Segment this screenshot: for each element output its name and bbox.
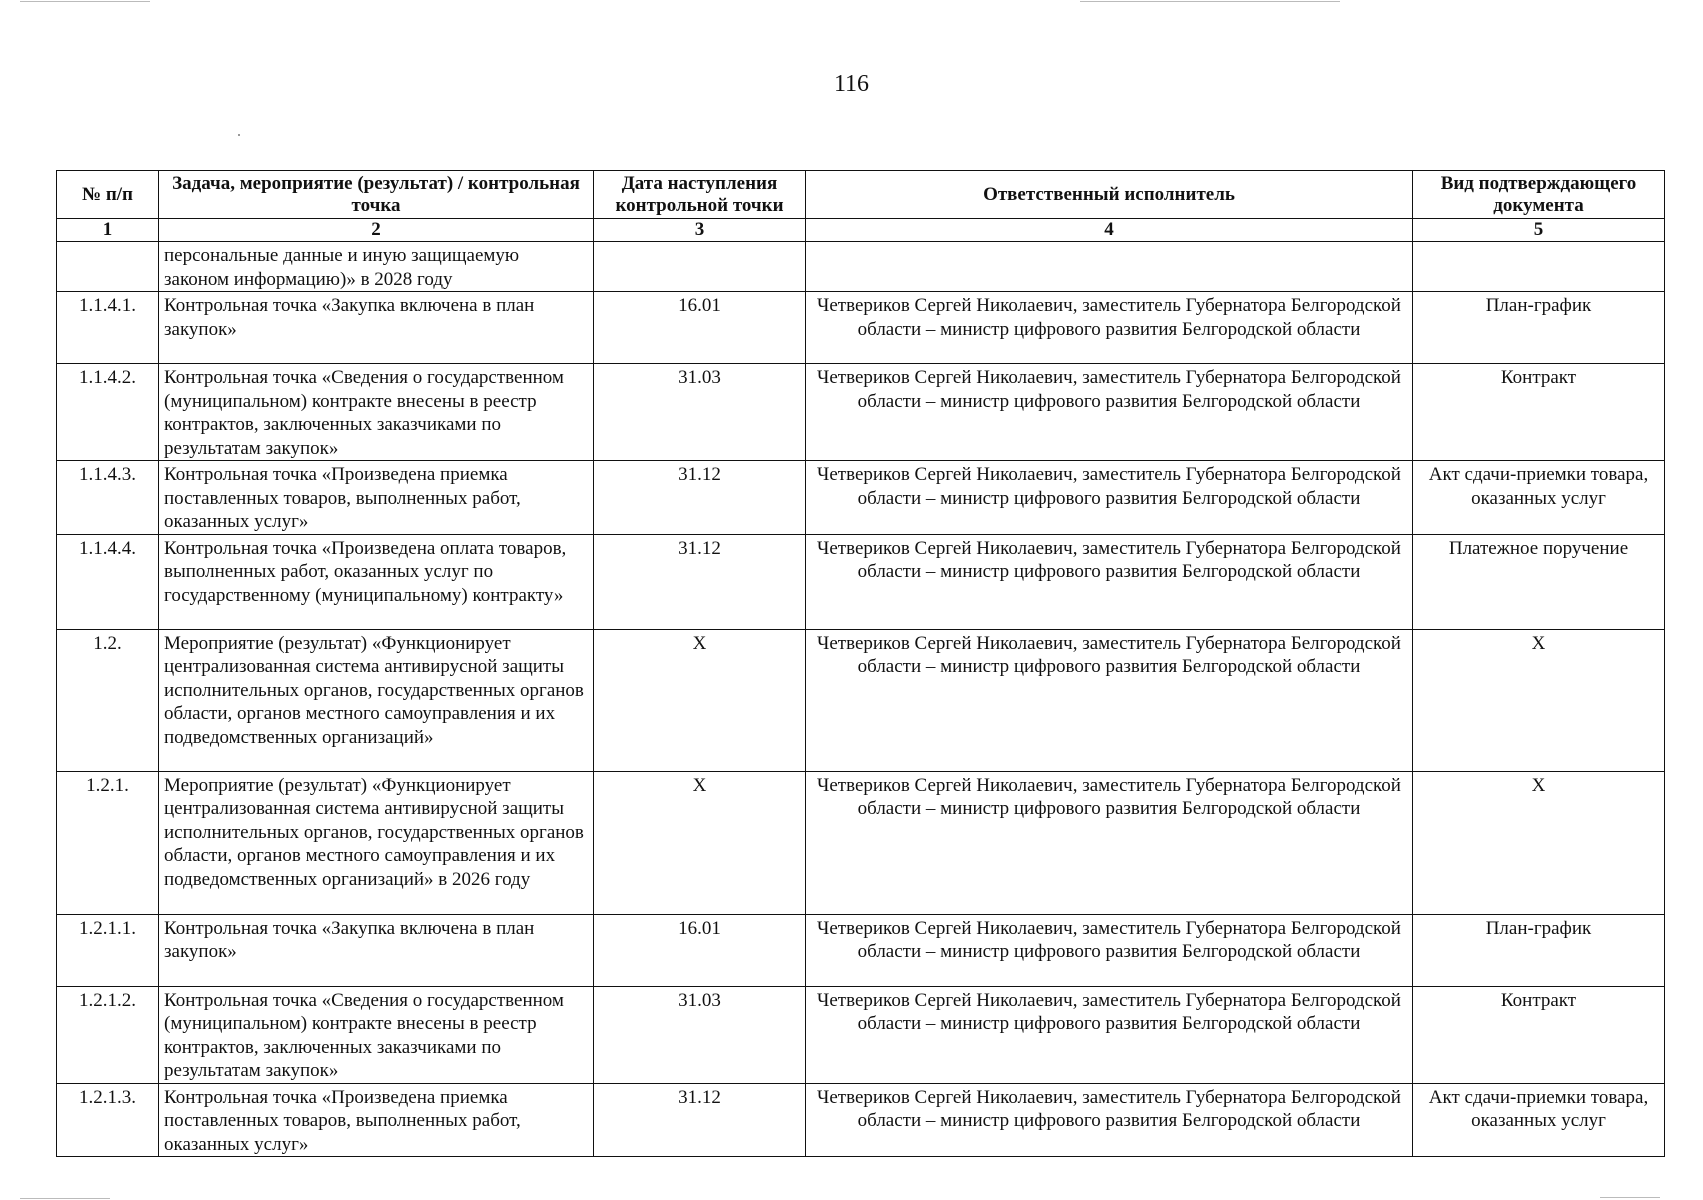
row-task: Контрольная точка «Закупка включена в план закупок»: [159, 292, 594, 364]
table-row: [57, 986, 1665, 1083]
row-number: 1.2.1.1.: [57, 914, 159, 986]
table-row: [57, 292, 1665, 364]
row-number: 1.1.4.1.: [57, 292, 159, 364]
row-date: 31.12: [594, 1083, 806, 1157]
scan-edge-bottom-left: [20, 1198, 110, 1199]
table-header-row: [57, 171, 1665, 219]
column-number-row: [57, 219, 1665, 242]
scan-edge-top-right: [1080, 1, 1340, 2]
document-table: [56, 170, 1665, 1157]
row-date: 31.12: [594, 534, 806, 629]
row-date: 16.01: [594, 914, 806, 986]
row-document: План-график: [1413, 292, 1665, 364]
row-executor: Четвериков Сергей Николаевич, заместитель Губернатора Белгородской области – министр цифрового развития Белгородской области: [806, 629, 1413, 771]
row-number: 1.2.1.: [57, 771, 159, 914]
table-row: [57, 771, 1665, 914]
row-task: Контрольная точка «Произведена оплата товаров, выполненных работ, оказанных услуг по государственному (муниципальному) контракту»: [159, 534, 594, 629]
table-row: [57, 534, 1665, 629]
row-document: Контракт: [1413, 364, 1665, 461]
table-row: [57, 364, 1665, 461]
row-task: Мероприятие (результат) «Функционирует централизованная система антивирусной защиты исполнительных органов, государственных органов области, органов местного самоуправления и их подведомственных организаций» в 2026 году: [159, 771, 594, 914]
column-number: 3: [594, 219, 806, 242]
column-number: 1: [57, 219, 159, 242]
header-task: Задача, мероприятие (результат) / контрольная точка: [159, 171, 594, 219]
row-date: 31.03: [594, 364, 806, 461]
column-number: 4: [806, 219, 1413, 242]
row-document: План-график: [1413, 914, 1665, 986]
row-number: [57, 242, 159, 292]
row-task: Контрольная точка «Сведения о государственном (муниципальном) контракте внесены в реестр контрактов, заключенных заказчиками по результатам закупок»: [159, 364, 594, 461]
row-date: Х: [594, 771, 806, 914]
table-row: [57, 242, 1665, 292]
row-document: Акт сдачи-приемки товара, оказанных услуг: [1413, 1083, 1665, 1157]
header-executor: Ответственный исполнитель: [806, 171, 1413, 219]
row-executor: [806, 242, 1413, 292]
table-row: [57, 629, 1665, 771]
header-document: Вид подтверждающего документа: [1413, 171, 1665, 219]
row-document: Х: [1413, 629, 1665, 771]
row-number: 1.1.4.3.: [57, 461, 159, 535]
row-number: 1.2.1.3.: [57, 1083, 159, 1157]
column-number: 2: [159, 219, 594, 242]
row-executor: Четвериков Сергей Николаевич, заместитель Губернатора Белгородской области – министр цифрового развития Белгородской области: [806, 534, 1413, 629]
row-executor: Четвериков Сергей Николаевич, заместитель Губернатора Белгородской области – министр цифрового развития Белгородской области: [806, 986, 1413, 1083]
row-number: 1.2.: [57, 629, 159, 771]
row-document: Акт сдачи-приемки товара, оказанных услуг: [1413, 461, 1665, 535]
row-document: Платежное поручение: [1413, 534, 1665, 629]
column-number: 5: [1413, 219, 1665, 242]
header-number: № п/п: [57, 171, 159, 219]
row-document: Контракт: [1413, 986, 1665, 1083]
row-number: 1.1.4.4.: [57, 534, 159, 629]
row-date: Х: [594, 629, 806, 771]
row-task: Мероприятие (результат) «Функционирует централизованная система антивирусной защиты исполнительных органов, государственных органов области, органов местного самоуправления и их подведомственных организаций»: [159, 629, 594, 771]
row-task: Контрольная точка «Сведения о государственном (муниципальном) контракте внесены в реестр контрактов, заключенных заказчиками по результатам закупок»: [159, 986, 594, 1083]
row-document: [1413, 242, 1665, 292]
row-number: 1.1.4.2.: [57, 364, 159, 461]
scan-edge-bottom-right: [1600, 1197, 1660, 1198]
scan-speck: [238, 134, 240, 136]
row-task: Контрольная точка «Закупка включена в план закупок»: [159, 914, 594, 986]
row-executor: Четвериков Сергей Николаевич, заместитель Губернатора Белгородской области – министр цифрового развития Белгородской области: [806, 364, 1413, 461]
row-executor: Четвериков Сергей Николаевич, заместитель Губернатора Белгородской области – министр цифрового развития Белгородской области: [806, 914, 1413, 986]
row-date: 31.03: [594, 986, 806, 1083]
row-executor: Четвериков Сергей Николаевич, заместитель Губернатора Белгородской области – министр цифрового развития Белгородской области: [806, 461, 1413, 535]
table-row: [57, 914, 1665, 986]
page-number: 116: [833, 71, 870, 97]
row-executor: Четвериков Сергей Николаевич, заместитель Губернатора Белгородской области – министр цифрового развития Белгородской области: [806, 1083, 1413, 1157]
row-task: Контрольная точка «Произведена приемка поставленных товаров, выполненных работ, оказанных услуг»: [159, 461, 594, 535]
row-executor: Четвериков Сергей Николаевич, заместитель Губернатора Белгородской области – министр цифрового развития Белгородской области: [806, 771, 1413, 914]
row-task: персональные данные и иную защищаемую законом информацию)» в 2028 году: [159, 242, 594, 292]
row-date: 31.12: [594, 461, 806, 535]
row-document: Х: [1413, 771, 1665, 914]
header-date: Дата наступления контрольной точки: [594, 171, 806, 219]
row-executor: Четвериков Сергей Николаевич, заместитель Губернатора Белгородской области – министр цифрового развития Белгородской области: [806, 292, 1413, 364]
row-task: Контрольная точка «Произведена приемка поставленных товаров, выполненных работ, оказанных услуг»: [159, 1083, 594, 1157]
row-date: [594, 242, 806, 292]
row-date: 16.01: [594, 292, 806, 364]
row-number: 1.2.1.2.: [57, 986, 159, 1083]
table-row: [57, 461, 1665, 535]
scan-edge-top-left: [20, 1, 150, 2]
table-row: [57, 1083, 1665, 1157]
